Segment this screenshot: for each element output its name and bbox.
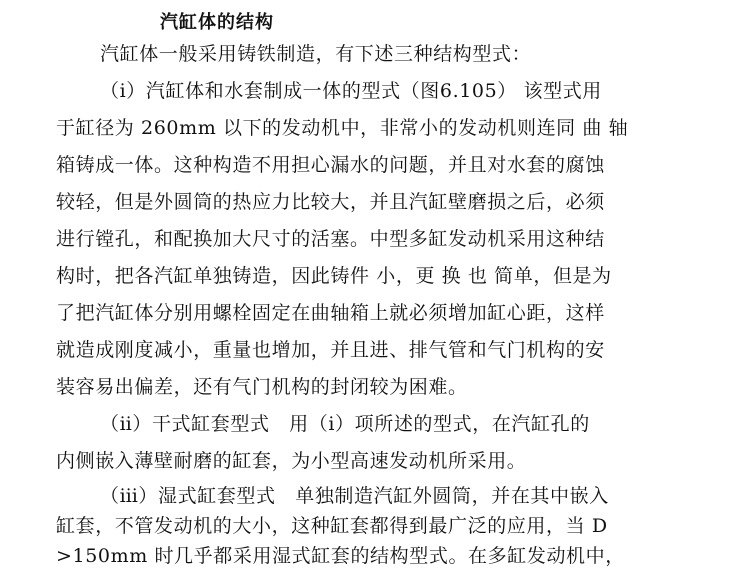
paragraph-line: 装容易出偏差，还有气门机构的封闭较为困难。 bbox=[56, 376, 468, 398]
paragraph-line: （ⅱ）干式缸套型式 用（ⅰ）项所述的型式，在汽缸孔的 bbox=[100, 413, 590, 435]
paragraph-line: 构时，把各汽缸单独铸造，因此铸件 小，更 换 也 简单，但是为 bbox=[56, 265, 612, 287]
paragraph-line: 箱铸成一体。这种构造不用担心漏水的问题，并且对水套的腐蚀 bbox=[56, 154, 605, 176]
paragraph-line: 进行镗孔，和配换加大尺寸的活塞。中型多缸发动机采用这种结 bbox=[56, 228, 605, 250]
paragraph-line: 了把汽缸体分别用螺栓固定在曲轴箱上就必须增加缸心距，这样 bbox=[56, 302, 605, 324]
paragraph-line: 内侧嵌入薄壁耐磨的缸套，为小型高速发动机所采用。 bbox=[56, 450, 527, 472]
paragraph-line: （ⅰ）汽缸体和水套制成一体的型式（图6.105） 该型式用 bbox=[100, 80, 602, 102]
section-heading: 汽缸体的结构 bbox=[160, 12, 274, 33]
paragraph-line: 汽缸体一般采用铸铁制造，有下述三种结构型式： bbox=[100, 43, 532, 65]
paragraph-line: 较轻，但是外圆筒的热应力比较大，并且汽缸壁磨损之后，必须 bbox=[56, 191, 605, 213]
paragraph-line: 缸套，不管发动机的大小，这种缸套都得到最广泛的应用，当 D bbox=[56, 515, 608, 537]
paragraph-line: >150mm 时几乎都采用湿式缸套的结构型式。在多缸发动机中， bbox=[56, 545, 625, 567]
paragraph-line: 就造成刚度减小，重量也增加，并且进、排气管和气门机构的安 bbox=[56, 339, 605, 361]
paragraph-line: 于缸径为 260mm 以下的发动机中，非常小的发动机则连同 曲 轴 bbox=[56, 117, 629, 139]
paragraph-line: （ⅲ）湿式缸套型式 单独制造汽缸外圆筒，并在其中嵌入 bbox=[100, 485, 609, 507]
